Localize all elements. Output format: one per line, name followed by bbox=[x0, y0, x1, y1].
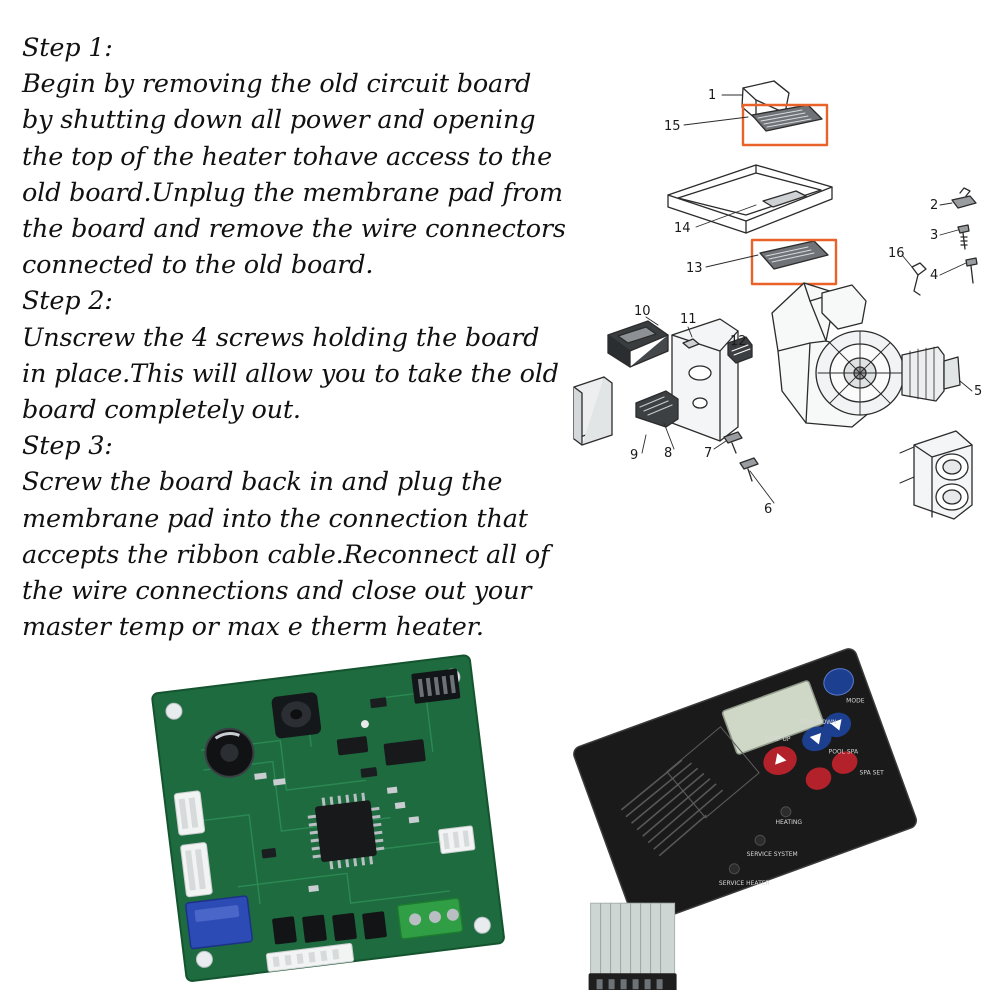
callout-1: 1 bbox=[708, 88, 717, 103]
callout-11: 11 bbox=[680, 312, 697, 327]
part-10-display-module bbox=[608, 321, 668, 367]
callout-16: 16 bbox=[888, 246, 905, 261]
part-13-membrane-pad-lower bbox=[760, 241, 828, 269]
callout-6: 6 bbox=[764, 502, 773, 517]
callout-13: 13 bbox=[686, 261, 703, 276]
callout-3: 3 bbox=[930, 228, 939, 243]
label-service-heater: SERVICE HEATER bbox=[718, 880, 770, 888]
part-2-bracket bbox=[952, 188, 976, 208]
part-9-plate bbox=[574, 377, 612, 445]
step-1-block bbox=[22, 30, 567, 283]
label-temp-down: TEMP DOWN bbox=[798, 719, 837, 727]
callout-2: 2 bbox=[930, 198, 939, 213]
step-2-body: Unscrew the 4 screws holding the board in place.This will allow you to take the old board completely out. bbox=[22, 322, 559, 426]
part-3-screw bbox=[958, 225, 969, 249]
label-pool-spa: POOL SPA bbox=[828, 748, 859, 756]
step-2-block bbox=[22, 283, 567, 428]
step-3-block bbox=[22, 428, 567, 645]
step-2-heading: Step 2: bbox=[22, 286, 113, 317]
heater-body-assembly bbox=[772, 283, 960, 427]
callout-4: 4 bbox=[930, 268, 939, 283]
step-1-heading: Step 1: bbox=[22, 33, 113, 63]
part-11-bracket-box bbox=[672, 319, 738, 441]
part-5-manifold bbox=[900, 431, 972, 519]
circuit-board-photo bbox=[140, 645, 520, 990]
step-3-body: Screw the board back in and plug the membrane pad into the connection that accepts the ribbon cable.Reconnect all of the wire connections and close out your master temp or max e therm heater. bbox=[22, 467, 550, 643]
callout-7: 7 bbox=[704, 446, 713, 461]
callout-9: 9 bbox=[630, 448, 639, 463]
exploded-parts-diagram bbox=[560, 55, 1000, 555]
callout-10: 10 bbox=[634, 304, 651, 319]
callout-14: 14 bbox=[674, 221, 691, 236]
step-3-heading: Step 3: bbox=[22, 431, 113, 462]
part-16-clip bbox=[912, 263, 926, 295]
label-spa-set: SPA SET bbox=[859, 769, 884, 777]
label-mode: MODE bbox=[846, 697, 865, 705]
step-1-body: Begin by removing the old circuit board by shutting down all power and opening the top of the heater tohave access to the old board.Unplug the membrane pad from the board and remove the wire connectors connected to the old board. bbox=[22, 69, 566, 281]
callout-8: 8 bbox=[664, 446, 673, 461]
label-service-system: SERVICE SYSTEM bbox=[746, 850, 798, 858]
part-4-pin bbox=[966, 258, 977, 283]
part-14-bezel-frame bbox=[668, 165, 832, 233]
callout-12: 12 bbox=[730, 334, 747, 349]
instructions-panel bbox=[22, 30, 567, 645]
callout-5: 5 bbox=[974, 384, 983, 399]
label-heating: HEATING bbox=[775, 819, 802, 827]
callout-15: 15 bbox=[664, 119, 681, 134]
part-8-connector-block bbox=[636, 391, 678, 427]
label-temp-up: TEMP UP bbox=[764, 735, 791, 743]
membrane-keypad-photo bbox=[520, 645, 980, 990]
